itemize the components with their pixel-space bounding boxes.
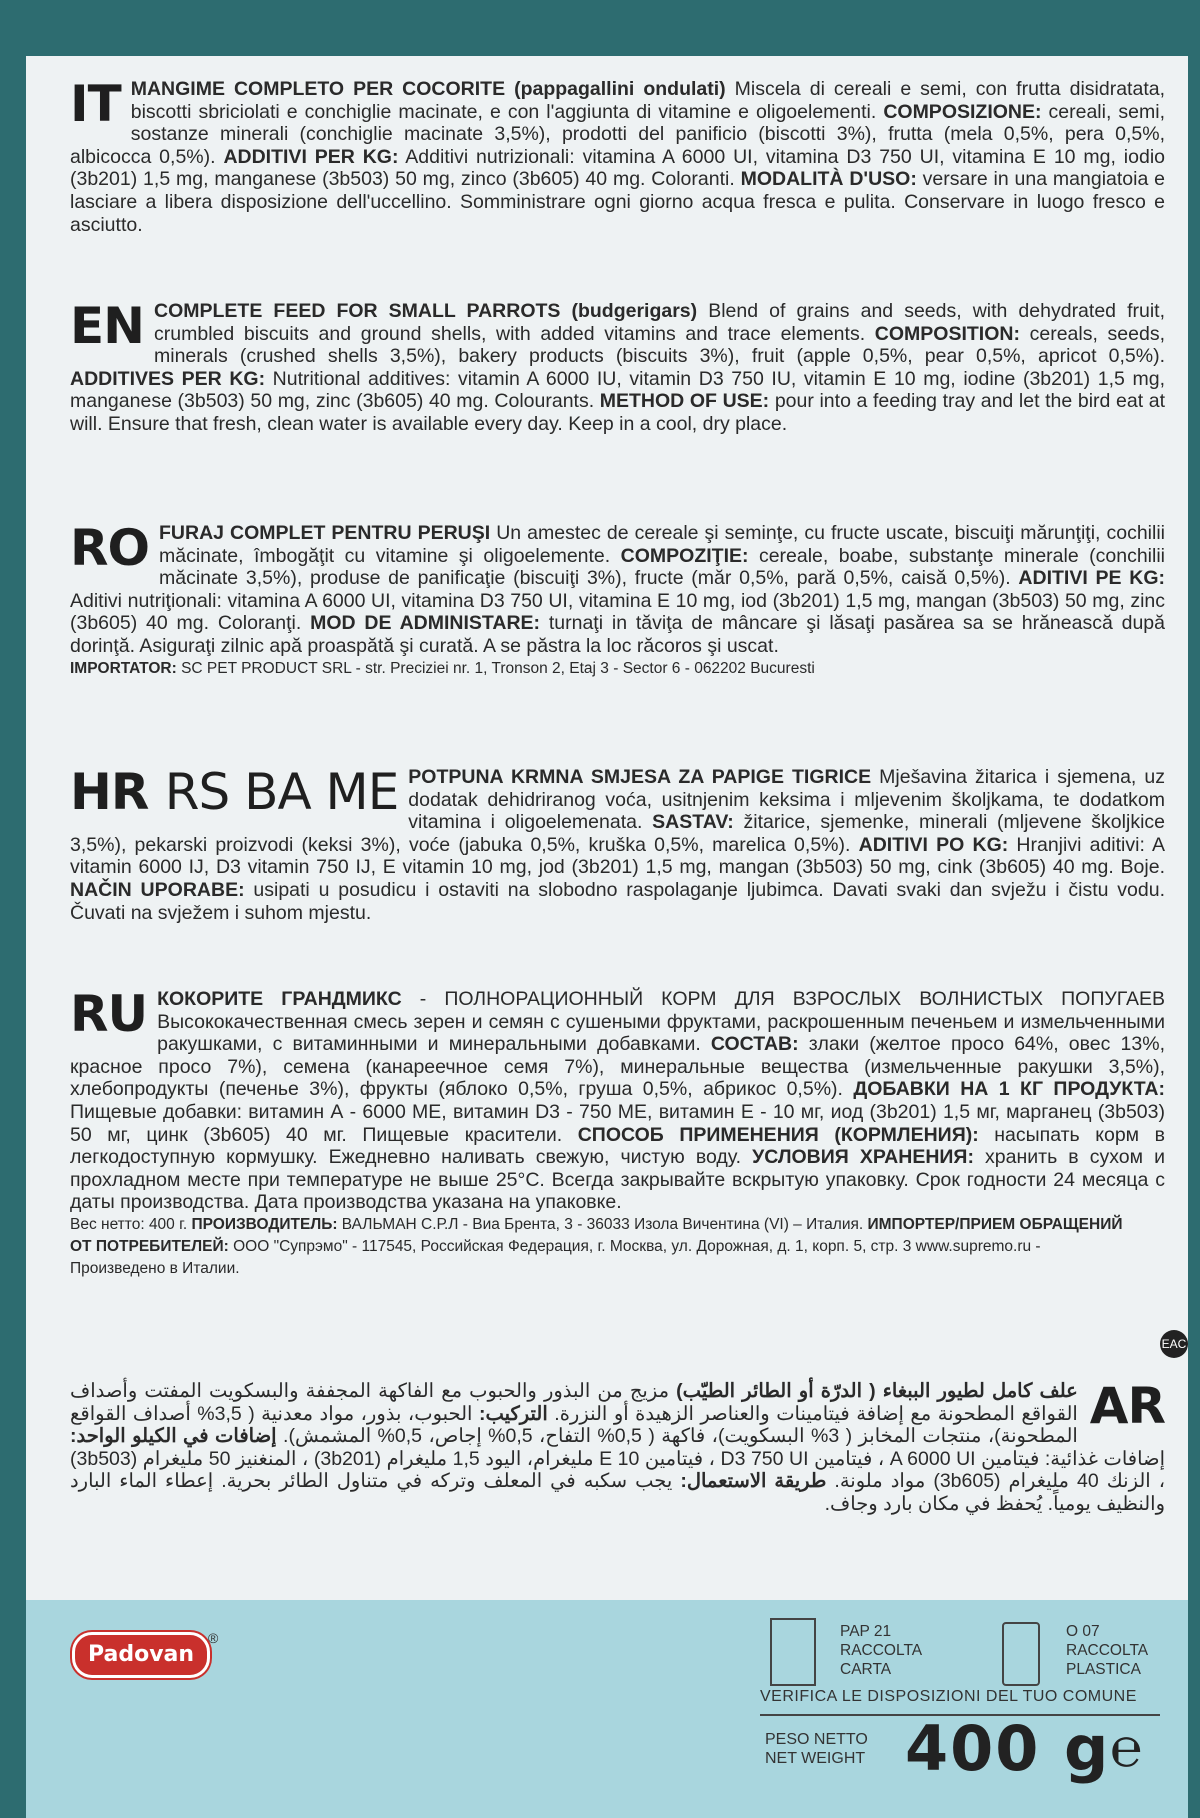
lang-code-ar: AR <box>1089 1377 1165 1435</box>
lang-code-en: EN <box>70 297 145 355</box>
section-ru: RU КОКОРИТЕ ГРАНДМИКС - ПОЛНОРАЦИОННЫЙ КОРМ ДЛЯ ВЗРОСЛЫХ ВОЛНИСТЫХ ПОПУГАЕВ Высококачественная смесь зерен и семян с сушеными фруктами, раскрошенным печеньем и измельченными ракушками, с витаминными и минеральными добавками. СОСТАВ: злаки (желтое просо 64%, овес 13%, красное просо 7%), семена (канареечное семя 7%), минеральные вещества (измельченные ракушки 3,5%), хлебопродукты (печенье 3%), фрукты (яблоко 0,5%, груша 0,5%, абрикос 0,5%). ДОБАВКИ НА 1 КГ ПРОДУКТА: Пищевые добавки: витамин А - 6000 МЕ, витамин D3 - 750 МЕ, витамин Е - 10 мг, иод (3b201) 1,5 мг, марганец (3b503) 50 мг, цинк (3b605) 40 мг. Пищевые красители. СПОСОБ ПРИМЕНЕНИЯ (КОРМЛЕНИЯ): насыпать корм в легкодоступную кормушку. Ежедневно наливать свежую, чистую воду. УСЛОВИЯ ХРАНЕНИЯ: хранить в сухом и прохладном месте при температуре не выше 25°С. Всегда закрывайте вскрытую упаковку. Срок годности 24 месяца с даты производства. Дата производства указана на упаковке. Вес нетто: 400 г. ПРОИЗВОДИТЕЛЬ: ВАЛЬМАН С.Р.Л - Виа Брента, 3 - 36033 Изола Вичентина (VI) – Италия. ИМПОРТЕР/ПРИЕМ ОБРАЩЕНИЙ ОТ ПОТРЕБИТЕЛЕЙ: ООО "Супрэмо" - 117545, Российская Федерация, г. Москва, ул. Дорожная, д. 1, корп. 5, стр. 3 www.supremo.ru - Произведено в Италии. <box>70 988 1165 1280</box>
eac-mark-icon: EAC <box>1160 1330 1188 1358</box>
right-band <box>1188 0 1200 1818</box>
left-band <box>0 0 26 1818</box>
recycle-plastic-label: O 07 RACCOLTA PLASTICA <box>1066 1623 1149 1678</box>
paper-box-icon <box>770 1618 816 1686</box>
section-hr: HR RS BA ME POTPUNA KRMNA SMJESA ZA PAPIGE TIGRICE Mješavina žitarica i sjemena, uz dodatak dehidriranog voća, usitnjenim keksima i mljevenim školjkama, te dodatkom vitamina i oligoelemenata. SASTAV: žitarice, sjemenke, minerali (mljevene školjkice 3,5%), pekarski proizvodi (keksi 3%), voće (jabuka 0,5%, kruška 0,5%, marelica 0,5%). ADITIVI PO KG: Hranjivi aditivi: A vitamin 6000 IJ, D3 vitamin 750 IJ, E vitamin 10 mg, jod (3b201) 1,5 mg, mangan (3b503) 50 mg, cink (3b605) 40 mg. Boje. NAČIN UPORABE: usipati u posudicu i ostaviti na slobodno raspolaganje ljubimca. Davati svaki dan svježu i čistu vodu. Čuvati na svježem i suhom mjestu. <box>70 763 1166 924</box>
net-weight-value: 400 g <box>905 1712 1111 1785</box>
lang-code-ro: RO <box>70 519 150 577</box>
section-ar: AR علف كامل لطيور الببغاء ( الدرّة أو الطائر الطيّب) مزيج من البذور والحبوب مع الفاكهة المجففة والبسكويت المفتت وأصداف القواقع المطحونة مع إضافة فيتامينات والعناصر الزهيدة أو النزرة. التركيب: الحبوب، بذور، مواد معدنية ( 3,5% أصداف القواقع المطحونة)، منتجات المخابز ( 3% البسكويت)، فاكهة ( 0,5% التفاح، 0,5% إجاص، 0,5% المشمش). إضافات في الكيلو الواحد: إضافات غذائية: فيتامين A 6000 UI ، فيتامين D3 750 UI ، فيتامين E 10 مليغرام، اليود 1,5 مليغرام (3b201) ، المنغنيز 50 مليغرام (3b503) ، الزنك 40 مليغرام (3b605) مواد ملونة. طريقة الاستعمال: يجب سكبه في المعلف وتركه في متناول الطائر بحرية. إعطاء الماء البارد والنظيف يومياً. يُحفظ في مكان بارد وجاف. <box>70 1377 1165 1515</box>
section-ro: RO FURAJ COMPLET PENTRU PERUŞI Un amestec de cereale şi seminţe, cu fructe uscate, biscuiţi mărunţiţi, cochilii măcinate, îmbogăţit cu vitamine şi oligoelemente. COMPOZIŢIE: cereale, boabe, substanţe minerale (conchilii măcinate 3,5%), produse de panificaţie (biscuiţi 3%), fructe (măr 0,5%, pară 0,5%, caisă 0,5%). ADITIVI PE KG: Aditivi nutriţionali: vitamina A 6000 UI, vitamina D3 750 UI, vitamina E 10 mg, iod (3b201) 1,5 mg, mangan (3b503) 50 mg, zinc (3b605) 40 mg. Coloranţi. MOD DE ADMINISTARE: turnaţi in tăviţa de mâncare şi lăsaţi pasărea sa se hrănească după dorinţă. Asiguraţi zilnic apă proaspătă şi curată. A se păstra la loc răcoros şi uscat. IMPORTATOR: SC PET PRODUCT SRL - str. Preciziei nr. 1, Tronson 2, Etaj 3 - Sector 6 - 062202 Bucuresti <box>70 522 1165 680</box>
net-weight-label: PESO NETTO NET WEIGHT <box>765 1731 868 1767</box>
estimated-sign-icon: ℮ <box>1110 1716 1143 1779</box>
padovan-logo: Padovan <box>72 1632 210 1678</box>
top-band <box>0 0 1200 56</box>
registered-mark: ® <box>208 1630 219 1646</box>
recycle-paper-label: PAP 21 RACCOLTA CARTA <box>840 1623 923 1678</box>
lang-code-hr: HR RS BA ME <box>70 763 399 821</box>
lang-code-it: IT <box>70 75 121 133</box>
lang-code-ru: RU <box>70 985 148 1043</box>
recycling-notice: VERIFICA LE DISPOSIZIONI DEL TUO COMUNE <box>760 1688 1137 1705</box>
section-en: EN COMPLETE FEED FOR SMALL PARROTS (budgerigars) Blend of grains and seeds, with dehydrated fruit, crumbled biscuits and ground shells, with added vitamins and trace elements. COMPOSITION: cereals, seeds, minerals (crushed shells 3,5%), bakery products (biscuits 3%), fruit (apple 0,5%, pear 0,5%, apricot 0,5%). ADDITIVES PER KG: Nutritional additives: vitamin A 6000 IU, vitamin D3 750 IU, vitamin E 10 mg, iodine (3b201) 1,5 mg, manganese (3b503) 50 mg, zinc (3b605) 40 mg. Colourants. METHOD OF USE: pour into a feeding tray and let the bird eat at will. Ensure that fresh, clean water is available every day. Keep in a cool, dry place. <box>70 297 1165 435</box>
ru-producer: Вес нетто: 400 г. ПРОИЗВОДИТЕЛЬ: ВАЛЬМАН С.Р.Л - Виа Брента, 3 - 36033 Изола Вичентина (VI) – Италия. ИМПОРТЕР/ПРИЕМ ОБРАЩЕНИЙ ОТ ПОТРЕБИТЕЛЕЙ: ООО "Супрэмо" - 117545, Российская Федерация, г. Москва, ул. Дорожная, д. 1, корп. 5, стр. 3 www.supremo.ru - Произведено в Италии. <box>70 1215 1123 1277</box>
ro-importer: IMPORTATOR: SC PET PRODUCT SRL - str. Preciziei nr. 1, Tronson 2, Etaj 3 - Sector 6 - 062202 Bucuresti <box>70 659 815 677</box>
plastic-bag-icon <box>1002 1622 1040 1686</box>
section-it: IT MANGIME COMPLETO PER COCORITE (pappagallini ondulati) Miscela di cereali e semi, con frutta disidratata, biscotti sbriciolati e conchiglie macinate, e con l'aggiunta di vitamine e oligoelementi. COMPOSIZIONE: cereali, semi, sostanze minerali (conchiglie macinate 3,5%), prodotti del panificio (biscotti 3%), frutta (mela 0,5%, pera 0,5%, albicocca 0,5%). ADDITIVI PER KG: Additivi nutrizionali: vitamina A 6000 UI, vitamina D3 750 UI, vitamina E 10 mg, iodio (3b201) 1,5 mg, manganese (3b503) 50 mg, zinco (3b605) 40 mg. Coloranti. MODALITÀ D'USO: versare in una mangiatoia e lasciare a libera disposizione dell'uccellino. Somministrare ogni giorno acqua fresca e pulita. Conservare in luogo fresco e asciutto. <box>70 75 1166 236</box>
